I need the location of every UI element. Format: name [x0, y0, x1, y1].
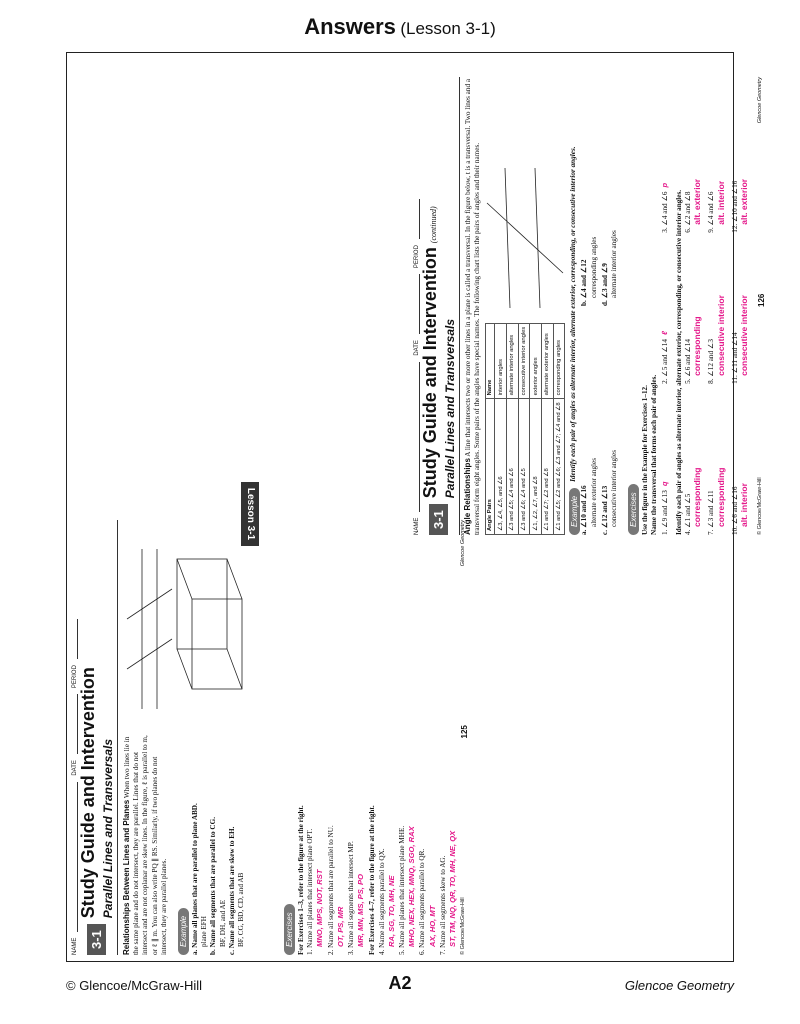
table-cell-pairs: ∠3 and ∠5; ∠4 and ∠6 — [507, 399, 519, 535]
name-label: NAME — [414, 517, 420, 535]
example-answer: corresponding angles — [589, 236, 598, 298]
date-label: DATE — [72, 760, 78, 776]
continued-label: (continued) — [429, 206, 438, 244]
exercise-answer: consecutive interior — [739, 295, 750, 376]
table-cell-pairs: ∠1, ∠2, ∠7, and ∠8 — [530, 399, 542, 535]
table-cell-name: consecutive interior angles — [518, 323, 530, 399]
page-subtitle: Parallel Lines and Transversals — [443, 318, 457, 499]
exercise-answer: alt. exterior — [692, 178, 703, 225]
example-tag: Example — [569, 488, 580, 535]
page-title-bar — [420, 77, 460, 535]
example-question: b. Name all segments that are parallel to CG. — [209, 816, 218, 955]
lesson-number: 3-1 — [87, 924, 106, 955]
example-item — [580, 77, 598, 306]
page-copyright: © Glencoe/McGraw-Hill — [757, 477, 764, 535]
exercise-question: 10. ∠6 and ∠16 — [730, 486, 739, 535]
exercise-answer: alt. interior — [715, 180, 726, 225]
figure-column — [122, 529, 277, 729]
table-cell-pairs: ∠1 and ∠5; ∠2 and ∠6; ∠3 and ∠7; ∠4 and ∠8 — [553, 399, 565, 535]
exercise-group-1-prompt: For Exercises 1–3, refer to the figure at the right. — [297, 805, 305, 955]
example-prompt: Identify each pair of angles as alternate interior, alternate exterior, corresponding, or consecutive interior angles. — [569, 146, 578, 482]
exercise-item — [378, 520, 396, 955]
page-book-name: Glencoe Geometry — [460, 520, 467, 567]
exercise-question: 11. ∠11 and ∠14 — [730, 332, 739, 384]
example-answer: plane EFH — [200, 916, 209, 947]
exercise-question: 5. Name all planes that intersect plane MHE. — [398, 825, 407, 955]
transversal-figure — [485, 163, 565, 313]
lesson-number: 3-1 — [429, 504, 448, 535]
exercise-answer: RA, SG, TO, MH, NE — [386, 875, 396, 947]
table-cell-name: alternate interior angles — [507, 323, 519, 399]
header-title: Answers — [304, 14, 396, 39]
exercise-item — [707, 233, 725, 384]
footer-book: Glencoe Geometry — [624, 978, 734, 993]
page-title: Study Guide and Intervention — [420, 247, 440, 499]
intro-text: When two lines lie in the same plane and do not intersect, they are parallel. Lines that do not intersect and are not coplanar are skew lines. In the figure, ℓ is parallel to m, or ℓ ∥ m. You can also write PQ ∥ RS. Similarly, if two planes do not intersect, they are parallel planes. — [123, 735, 168, 955]
exercise-answer: MR, MN, MS, PS, PO — [356, 874, 366, 947]
exercise-question: 3. ∠4 and ∠6 — [660, 191, 669, 233]
table-header-name: Name — [486, 323, 495, 399]
exercise-question: 2. ∠5 and ∠14 — [660, 339, 669, 384]
example-question: c. Name all segments that are skew to EH. — [227, 826, 236, 955]
header-subtitle: (Lesson 3-1) — [400, 19, 496, 38]
table-cell-pairs: ∠1 and ∠7; ∠2 and ∠8 — [542, 399, 554, 535]
example-answer: alternate interior angles — [610, 230, 619, 298]
exercise-group-1b-prompt: Name the transversal that forms each pair of angles. — [650, 374, 659, 535]
exercise-item — [347, 520, 365, 955]
name-label: NAME — [72, 937, 78, 955]
intro-paragraph — [122, 735, 169, 955]
exercise-question: 2. Name all segments that are parallel to NU. — [326, 825, 335, 955]
exercise-item — [731, 233, 749, 384]
example-question: c. ∠12 and ∠13 — [600, 485, 609, 535]
exercise-answer: consecutive interior — [715, 295, 726, 376]
exercise-answer: ST, TM, NQ, QR, TO, MH, NE, QX — [448, 830, 458, 947]
example-answer: alternate exterior angles — [589, 457, 598, 527]
exercise-answer: MNO, MPS, NOT, RST — [315, 869, 325, 947]
exercise-item — [707, 384, 725, 535]
table-row — [542, 323, 554, 534]
example-answer: BF, CG, BD, CD, and AB — [237, 872, 246, 947]
exercise-question: 4. ∠1 and ∠5 — [684, 493, 693, 535]
table-cell-name: exterior angles — [530, 323, 542, 399]
exercise-item — [327, 520, 345, 955]
example-item — [601, 77, 619, 306]
exercise-item — [731, 82, 749, 233]
exercise-item — [660, 384, 670, 535]
page-footer — [460, 520, 469, 955]
table-cell-pairs: ∠3, ∠4, ∠5, and ∠6 — [495, 399, 507, 535]
example-item — [601, 306, 619, 535]
example-item — [228, 735, 246, 955]
exercise-answer: MHO, NEX, HEX, MNQ, SGO, RAX — [407, 826, 417, 947]
example-list — [580, 77, 621, 535]
exercise-item — [684, 82, 702, 233]
intro-paragraph — [463, 77, 482, 535]
prism-figure — [122, 529, 272, 729]
example-item — [580, 306, 598, 535]
exercise-group-2-prompt: Identify each pair of angles as alternate interior, alternate exterior, corresponding, or consecutive interior angles. — [674, 189, 683, 535]
exercise-answer: corresponding — [715, 467, 726, 527]
page-number: 125 — [460, 725, 470, 739]
exercise-question: 5. ∠6 and ∠14 — [684, 339, 693, 384]
exercise-question: 9. ∠4 and ∠6 — [707, 191, 716, 233]
example-tag: Example — [178, 908, 189, 955]
period-label: PERIOD — [414, 245, 420, 269]
example-item — [191, 735, 209, 955]
intro-text: A line that intersects two or more other lines in a plane is called a transversal. In the figure below, t is a transversal. Two lines and a transversal form eight angles. Some pairs of the angles have special names. The following chart lists the pairs of angles and their names. — [464, 78, 482, 535]
exercise-question: 1. ∠9 and ∠13 — [660, 490, 669, 535]
exercise-item — [684, 233, 702, 384]
exercise-answer: alt. interior — [739, 483, 750, 527]
exercise-question: 4. Name all segments parallel to QX. — [377, 848, 386, 955]
period-label: PERIOD — [72, 665, 78, 689]
worksheet-page-126 — [414, 77, 767, 535]
exercise-question: 1. Name all planes that intersect plane OPT. — [306, 828, 315, 955]
table-row — [530, 323, 542, 534]
table-row — [495, 323, 507, 534]
exercise-item — [684, 384, 702, 535]
exercise-item — [306, 520, 324, 955]
exercise-list-2 — [684, 77, 754, 535]
exercise-item — [418, 520, 436, 955]
exercise-list-1 — [306, 520, 365, 955]
exercise-question: 7. Name all segments skew to AG. — [438, 855, 447, 955]
table-cell-name: alternate exterior angles — [542, 323, 554, 399]
table-row — [507, 323, 519, 534]
exercise-item — [660, 82, 670, 233]
exercise-group-2-prompt: For Exercises 4–7, refer to the figure at the right. — [368, 805, 377, 955]
exercise-item — [731, 384, 749, 535]
exercise-question: 3. Name all segments that intersect MP. — [347, 841, 356, 955]
example-question: b. ∠4 and ∠12 — [580, 259, 589, 306]
exercises-tag: Exercises — [628, 484, 639, 535]
intro-heading: Relationships Between Lines and Planes — [122, 799, 131, 955]
exercise-item — [660, 233, 670, 384]
exercise-answer: OT, PS, MR — [335, 906, 345, 947]
date-label: DATE — [414, 340, 420, 356]
example-question: a. Name all planes that are parallel to plane ABD. — [191, 803, 200, 955]
angle-pairs-table — [485, 323, 565, 535]
exercise-item — [707, 82, 725, 233]
example-answer: BF, DH, and AE — [218, 899, 227, 947]
page-copyright: © Glencoe/McGraw-Hill — [460, 897, 467, 955]
exercise-question: 7. ∠3 and ∠11 — [707, 490, 716, 535]
example-list — [191, 735, 246, 955]
table-header-pairs: Angle Pairs — [486, 399, 495, 535]
exercise-answer: ℓ — [659, 331, 669, 336]
example-question: d. ∠3 and ∠9 — [600, 263, 609, 306]
footer-page-id: A2 — [388, 973, 412, 993]
exercise-question: 6. ∠2 and ∠8 — [684, 191, 693, 233]
page-title: Study Guide and Intervention — [78, 667, 98, 919]
page-footer — [757, 77, 766, 535]
exercise-answer: alt. exterior — [739, 178, 750, 225]
example-question: a. ∠10 and ∠16 — [580, 485, 589, 535]
exercise-item — [398, 520, 416, 955]
exercise-list-1 — [660, 77, 675, 535]
table-row — [518, 323, 530, 534]
exercise-question: 6. Name all segments parallel to QR. — [418, 848, 427, 955]
intro-heading: Angle Relationships — [463, 458, 472, 535]
example-answer: consecutive interior angles — [610, 449, 619, 527]
footer-copyright: © Glencoe/McGraw-Hill — [66, 978, 202, 993]
table-row — [553, 323, 565, 534]
exercise-answer: q — [659, 481, 669, 487]
example-item — [209, 735, 227, 955]
page-subtitle: Parallel Lines and Transversals — [101, 738, 115, 919]
exercise-answer: p — [659, 182, 669, 188]
page-book-name: Glencoe Geometry — [757, 77, 764, 124]
exercise-question: 8. ∠12 and ∠3 — [707, 339, 716, 384]
exercise-item — [439, 520, 457, 955]
table-cell-name: corresponding angles — [553, 323, 565, 399]
table-cell-name: interior angles — [495, 323, 507, 399]
page-title-bar — [78, 520, 118, 955]
page-number: 126 — [757, 293, 767, 307]
worksheet-page-125 — [72, 520, 470, 955]
exercise-question: 12. ∠10 and ∠16 — [730, 180, 739, 233]
lesson-tab: Lesson 3-1 — [241, 482, 259, 546]
table-cell-pairs: ∠3 and ∠6; ∠4 and ∠5 — [518, 399, 530, 535]
answers-header — [0, 14, 800, 40]
exercises-tag: Exercises — [284, 904, 295, 955]
exercise-group-1-prompt: Use the figure in the Example for Exercises 1–12. — [641, 385, 650, 535]
exercise-answer: AX, HO, MT — [427, 905, 437, 947]
exercise-answer: corresponding — [692, 467, 703, 527]
exercise-answer: corresponding — [692, 316, 703, 376]
